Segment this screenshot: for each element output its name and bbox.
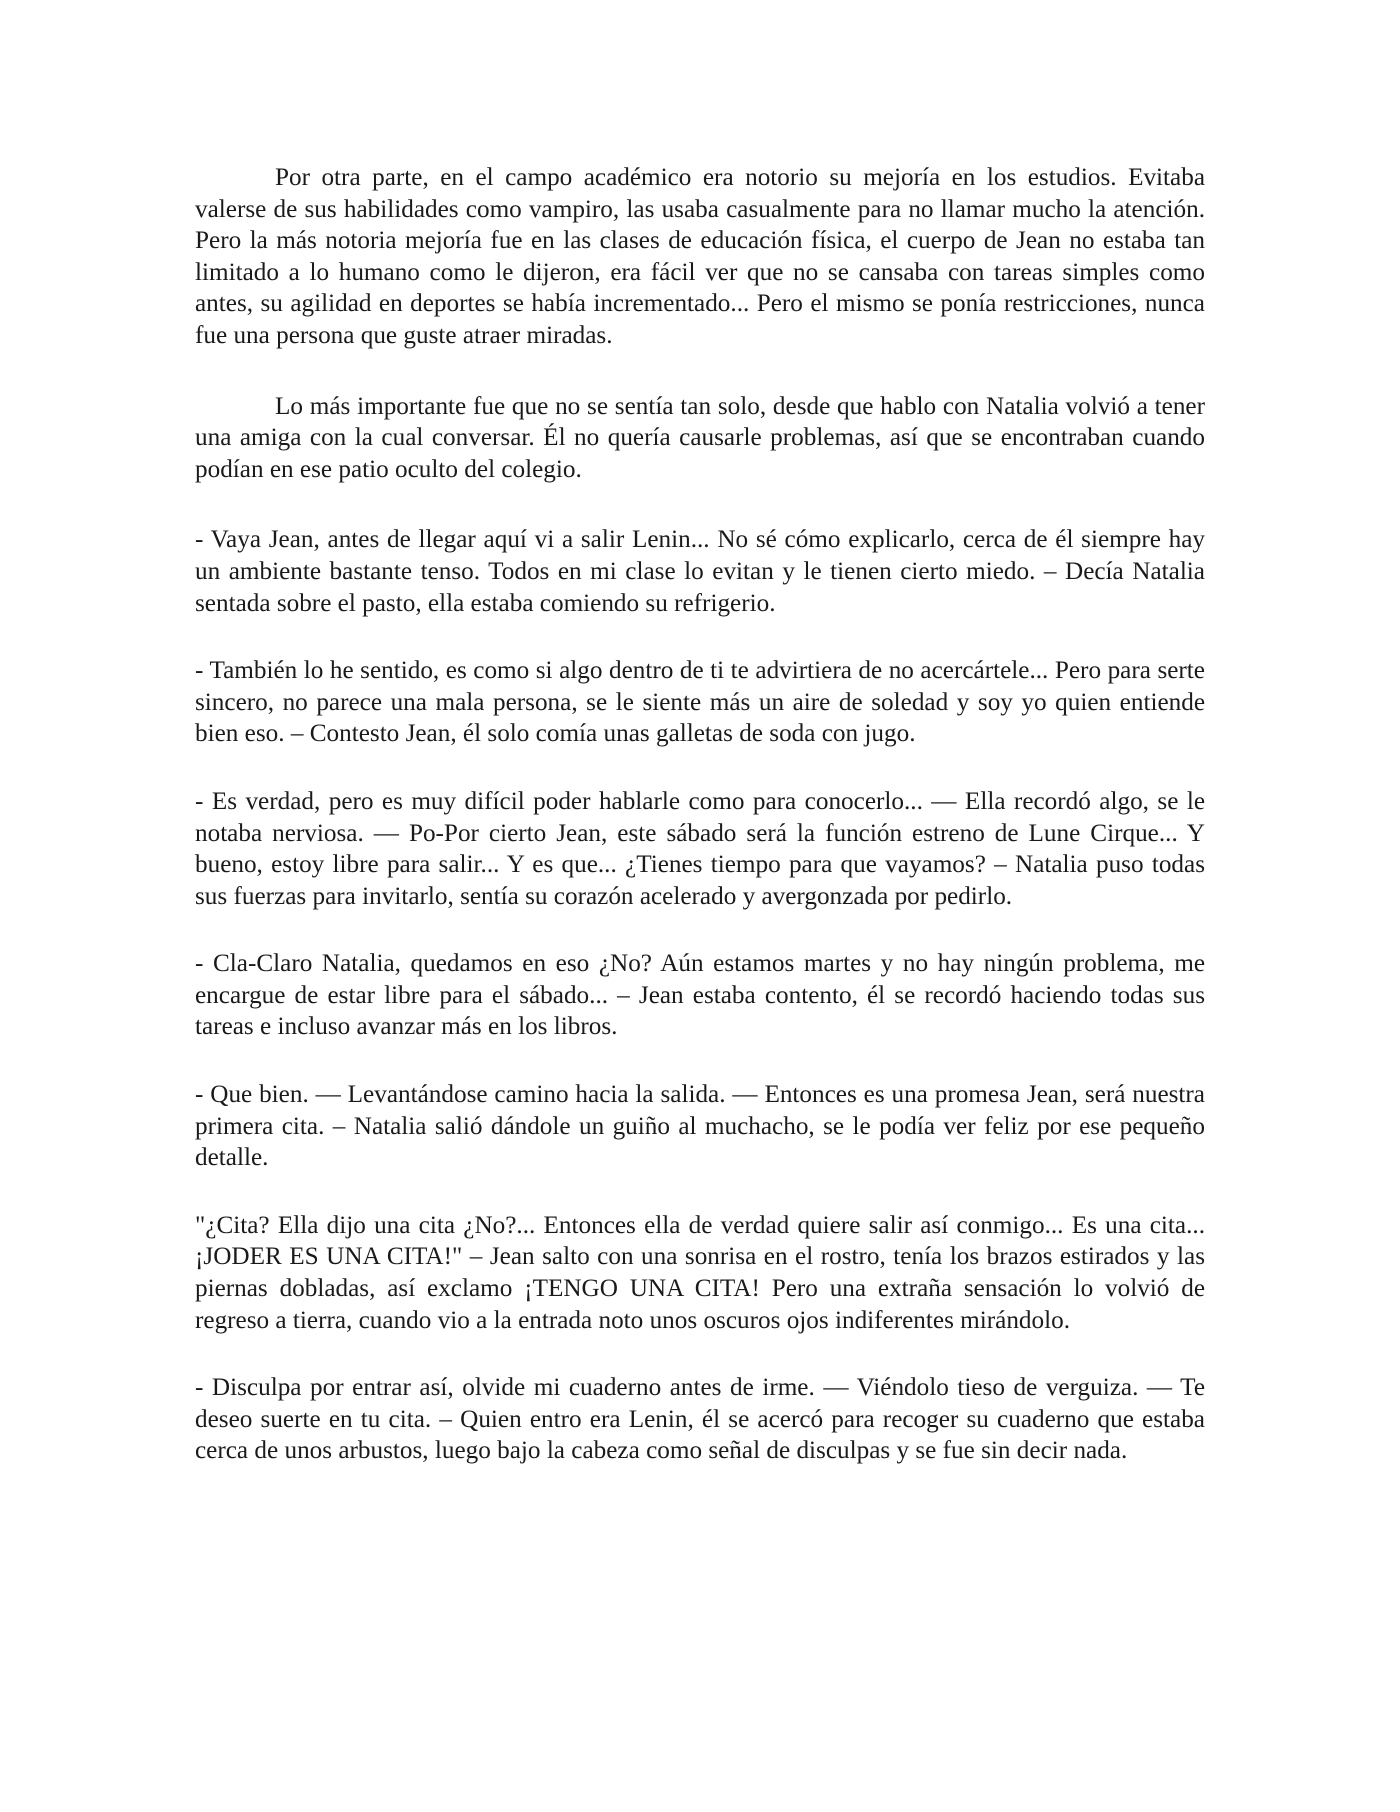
paragraph-9: - Disculpa por entrar así, olvide mi cuaderno antes de irme. — Viéndolo tieso de verguiza. — Te deseo suerte en tu cita. – Quien entro era Lenin, él se acercó para recoger su cuaderno que estaba cerca de unos arbustos, luego bajo la cabeza como señal de disculpas y se fue sin decir nada.: [195, 1374, 1205, 1465]
paragraph-5: - Es verdad, pero es muy difícil poder hablarle como para conocerlo... — Ella recordó algo, se le notaba nerviosa. — Po-Por cierto Jean, este sábado será la función estreno de Lune Cirque... Y bueno, estoy libre para salir... Y es que... ¿Tienes tiempo para que vayamos? – Natalia puso todas sus fuerzas para invitarlo, sentía su corazón acelerado y avergonzada por pedirlo.: [195, 787, 1205, 910]
paragraph-8: "¿Cita? Ella dijo una cita ¿No?... Entonces ella de verdad quiere salir así conmigo... Es una cita... ¡JODER ES UNA CITA!" – Jean salto con una sonrisa en el rostro, tenía los brazos estirados y las piernas dobladas, así exclamo ¡TENGO UNA CITA! Pero una extraña sensación lo volvió de regreso a tierra, cuando vio a la entrada noto unos oscuros ojos indiferentes mirándolo.: [195, 1211, 1205, 1334]
paragraph-2: Lo más importante fue que no se sentía tan solo, desde que hablo con Natalia volvió a tener una amiga con la cual conversar. Él no quería causarle problemas, así que se encontraban cuando podían en ese patio oculto del colegio.: [195, 392, 1205, 483]
paragraph-7: - Que bien. — Levantándose camino hacia la salida. — Entonces es una promesa Jean, será nuestra primera cita. – Natalia salió dándole un guiño al muchacho, se le podía ver feliz por ese pequeño detalle.: [195, 1081, 1205, 1172]
paragraph-6: - Cla-Claro Natalia, quedamos en eso ¿No? Aún estamos martes y no hay ningún problema, me encargue de estar libre para el sábado... – Jean estaba contento, él se recordó haciendo todas sus tareas e incluso avanzar más en los libros.: [195, 950, 1205, 1041]
paragraph-4: - También lo he sentido, es como si algo dentro de ti te advirtiera de no acercártele... Pero para serte sincero, no parece una mala persona, se le siente más un aire de soledad y soy yo quien entiende bien eso. – Contesto Jean, él solo comía unas galletas de soda con jugo.: [195, 657, 1205, 748]
paragraph-3: - Vaya Jean, antes de llegar aquí vi a salir Lenin... No sé cómo explicarlo, cerca de él siempre hay un ambiente bastante tenso. Todos en mi clase lo evitan y le tienen cierto miedo. – Decía Natalia sentada sobre el pasto, ella estaba comiendo su refrigerio.: [195, 526, 1205, 617]
document-body: [195, 162, 1205, 1503]
paragraph-1: Por otra parte, en el campo académico era notorio su mejoría en los estudios. Evitaba valerse de sus habilidades como vampiro, las usaba casualmente para no llamar mucho la atención. Pero la más notoria mejoría fue en las clases de educación física, el cuerpo de Jean no estaba tan limitado a lo humano como le dijeron, era fácil ver que no se cansaba con tareas simples como antes, su agilidad en deportes se había incrementado... Pero el mismo se ponía restricciones, nunca fue una persona que guste atraer miradas.: [195, 164, 1205, 349]
